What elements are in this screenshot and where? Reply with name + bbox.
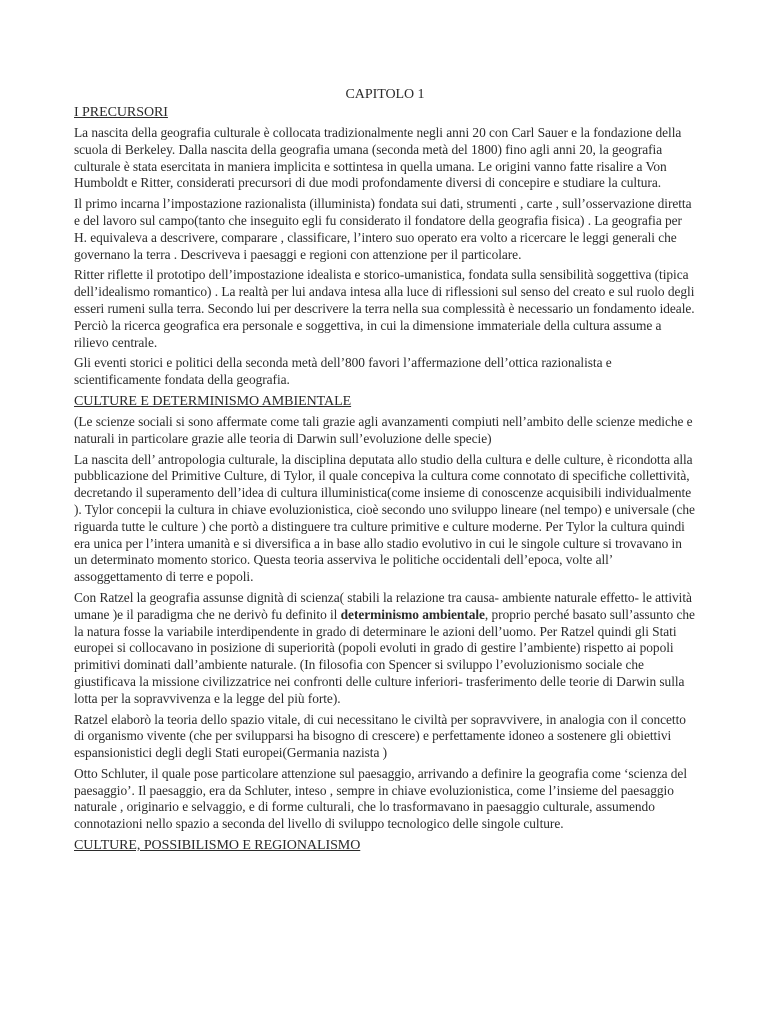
paragraph: Otto Schluter, il quale pose particolare attenzione sul paesaggio, arrivando a definire la geografia come ‘scienza del paesaggio’. Il paesaggio, era da Schluter, inteso , sempre in chiave evoluzionistica, come l’insieme del paesaggio naturale , originario e selvaggio, e di forme culturali, che lo trasformavano in paesaggio culturale, assumendo connotazioni nello spazio a seconda del livello di sviluppo tecnologico delle singole culture. <box>74 765 687 832</box>
paragraph: (Le scienze sociali si sono affermate come tali grazie agli avanzamenti compiuti nell’ambito delle scienze mediche e naturali in particolare grazie alle teoria di Darwin sull’evoluzione delle specie) <box>74 413 693 446</box>
section-heading-precursori: I PRECURSORI <box>74 105 168 120</box>
paragraph-text: , proprio perché basato sull’assunto che la natura fosse la variabile interdipendente in grado di determinare le azioni dell’uomo. Per Ratzel quindi gli Stati europei si collocavano in posizione di superiorità (popoli evoluti in grado di gestire l’ambiente) rispetto ai popoli primitivi dominati dall’ambiente naturale. (In filosofia con Spencer si sviluppo l’evoluzionismo sociale che giustificava la missione civilizzatrice nei confronti delle culture inferiori- trasferimento delle teorie di Darwin sulla lotta per la sopravvivenza e la legge del più forte). <box>74 606 695 706</box>
section-heading-determinismo: CULTURE E DETERMINISMO AMBIENTALE <box>74 393 352 409</box>
paragraph: Gli eventi storici e politici della seconda metà dell’800 favori l’affermazione dell’ottica razionalista e scientificamente fondata della geografia. <box>74 355 612 388</box>
paragraph-text: Con Ratzel la geografia assunse dignità di scienza( stabili la relazione tra causa- ambiente naturale effetto- le attività umane )e il paradigma che ne derivò fu definito il <box>74 589 692 622</box>
paragraph: Il primo incarna l’impostazione razionalista (illuminista) fondata sui dati, strumenti , carte , sull’osservazione diretta e del lavoro sul campo(tanto che inseguito egli fu considerato il fondatore della geografia fisica) . La geografia per H. equivaleva a descrivere, comparare , classificare, l’intero suo operato era volto a ricercare le leggi generali che governano la terra . Descriveva i paesaggi e regioni con attenzione per il particolare. <box>74 196 692 262</box>
paragraph: La nascita della geografia culturale è collocata tradizionalmente negli anni 20 con Carl Sauer e la fondazione della scuola di Berkeley. Dalla nascita della geografia umana (seconda metà del 1800) fino agli anni 20, la geografia culturale è stata esercitata in maniera implicita e sottintesa in quella umana. Le origini vanno fatte risalire a Von Humboldt e Ritter, considerati precursori di due modi profondamente diversi di concepire e studiare la cultura. <box>74 125 682 191</box>
paragraph-ratzel <box>74 590 696 708</box>
bold-term: determinismo ambientale <box>340 606 485 622</box>
chapter-title: CAPITOLO 1 <box>345 87 425 102</box>
section-heading-possibilismo: CULTURE, POSSIBILISMO E REGIONALISMO <box>74 838 361 854</box>
paragraph: La nascita dell’ antropologia culturale, la disciplina deputata allo studio della cultura e delle culture, è ricondotta alla pubblicazione del Primitive Culture, di Tylor, il quale concepiva la cultura come connotato di specifiche collettività, decretando il superamento dell’idea di cultura illuministica(come insieme di conoscenze acquisibili individualmente ). Tylor concepii la cultura in chiave evoluzionistica, cioè secondo uno sviluppo lineare (nel tempo) e universale (che riguarda tutte le culture ) che portò a distinguere tra culture primitive e culture moderne. Per Tylor la cultura quindi era unica per l’intera umanità e si diversifica a in base allo stadio evolutivo in cui le singole culture si trovavano in un determinato momento storico. Questa teoria asserviva le politiche occidentali dell’epoca, volte all’ assoggettamento di terre e popoli. <box>74 451 695 585</box>
document-page <box>74 86 696 858</box>
paragraph: Ratzel elaborò la teoria dello spazio vitale, di cui necessitano le civiltà per sopravvivere, in analogia con il concetto di organismo vivente (che per svilupparsi ha bisogno di crescere) e perfettamente idoneo a sostenere gli obiettivi espansionistici degli degli Stati europei(Germania nazista ) <box>74 711 686 761</box>
paragraph: Ritter riflette il prototipo dell’impostazione idealista e storico-umanistica, fondata sulla sensibilità soggettiva (tipica dell’idealismo romantico) . La realtà per lui andava intesa alla luce di riflessioni sul senso del creato e sul ruolo degli esseri rumeni sulla terra. Secondo lui per descrivere la terra nella sua complessità è necessario un fondamento ideale. Perciò la ricerca geografica era personale e soggettiva, in cui la dimensione immateriale della cultura assume a rilievo centrale. <box>74 267 695 350</box>
